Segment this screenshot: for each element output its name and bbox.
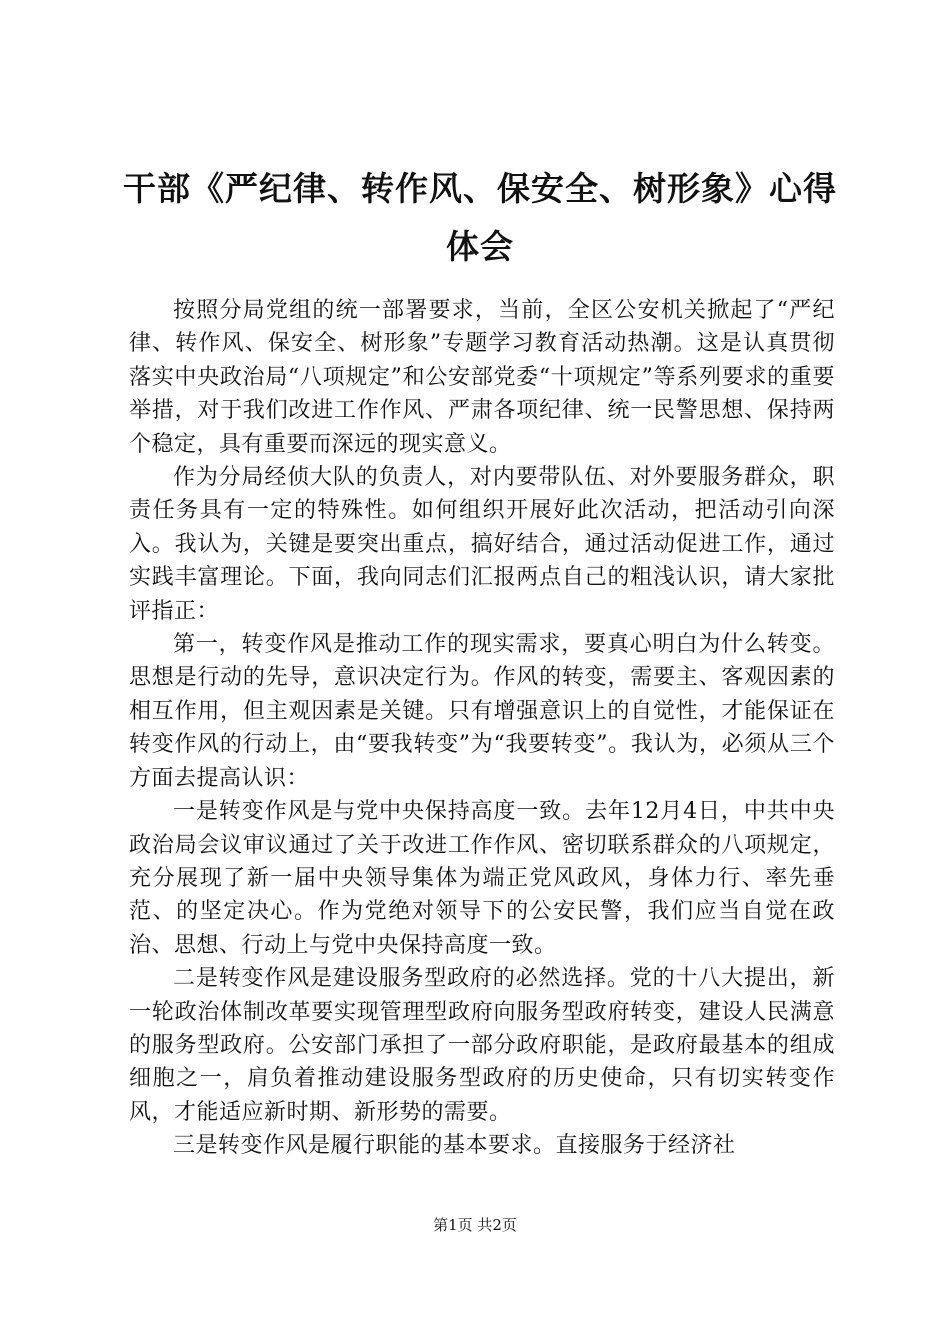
paragraph-3: 第一，转变作风是推动工作的现实需求，要真心明白为什么转变。思想是行动的先导，意识决定行为。作风的转变，需要主、客观因素的相互作用，但主观因素是关键。只有增强意识上的自觉性，才能保证在转变作风的行动上，由“要我转变”为“我要转变”。我认为，必须从三个方面去提高认识： — [129, 632, 835, 791]
paragraph-6: 三是转变作风是履行职能的基本要求。直接服务于经济社 — [173, 1133, 736, 1159]
paragraph-1: 按照分局党组的统一部署要求，当前，全区公安机关掀起了“严纪律、转作风、保安全、树形象”专题学习教育活动热潮。这是认真贯彻落实中央政治局“八项规定”和公安部党委“十项规定”等系列要求的重要举措，对于我们改进工作作风、严肃各项纪律、统一民警思想、保持两个稳定，具有重要而深远的现实意义。 — [129, 298, 835, 457]
paragraph-2: 作为分局经侦大队的负责人，对内要带队伍、对外要服务群众，职责任务具有一定的特殊性。如何组织开展好此次活动，把活动引向深入。我认为，关键是要突出重点，搞好结合，通过活动促进工作，通过实践丰富理论。下面，我向同志们汇报两点自己的粗浅认识，请大家批评指正： — [129, 465, 835, 624]
document-body — [129, 294, 835, 1163]
paragraph-5: 二是转变作风是建设服务型政府的必然选择。党的十八大提出，新一轮政治体制改革要实现管理型政府向服务型政府转变，建设人民满意的服务型政府。公安部门承担了一部分政府职能，是政府最基本的组成细胞之一，肩负着推动建设服务型政府的历史使命，只有切实转变作风，才能适应新时期、新形势的需要。 — [129, 966, 835, 1125]
page-footer: 第1页 共2页 — [433, 1216, 517, 1234]
paragraph-4: 一是转变作风是与党中央保持高度一致。去年12月4日，中共中央政治局会议审议通过了关于改进工作作风、密切联系群众的八项规定，充分展现了新一届中央领导集体为端正党风政风，身体力行、率先垂范、的坚定决心。作为党绝对领导下的公安民警，我们应当自觉在政治、思想、行动上与党中央保持高度一致。 — [129, 799, 835, 958]
document-title: 干部《严纪律、转作风、保安全、树形象》心得体会 — [123, 169, 837, 266]
